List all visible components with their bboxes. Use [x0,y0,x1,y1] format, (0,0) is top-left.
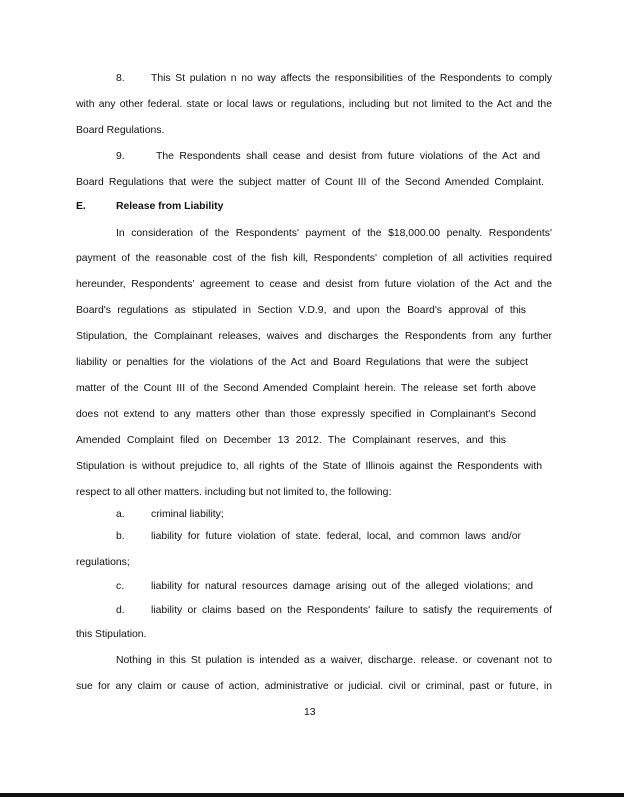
list-item-line: this Stipulation. [76,629,147,640]
paragraph-number: 8. [116,73,125,84]
list-letter: d. [116,605,125,616]
paragraph-line: Nothing in this St pulation is intended as a waiver, discharge. release. or covenant not to [116,655,552,666]
paragraph-line: The Respondents shall cease and desist from future violations of the Act and [156,151,540,162]
paragraph-line: In consideration of the Respondents' payment of the $18,000.00 penalty. Respondents' [116,228,552,239]
scan-edge-line [0,793,624,797]
paragraph-line: Board Regulations. [76,125,165,136]
list-item-line: liability for natural resources damage arising out of the alleged violations; and [151,581,533,592]
paragraph-line: matter of the Count III of the Second Amended Complaint herein. The release set forth above [76,383,536,394]
paragraph-line: payment of the reasonable cost of the fish kill, Respondents' completion of all activities required [76,253,552,264]
paragraph-line: Board Regulations that were the subject matter of Count III of the Second Amended Complaint. [76,177,544,188]
list-item-line: liability or claims based on the Respondents' failure to satisfy the requirements of [151,605,552,616]
paragraph-line: Stipulation is without prejudice to, all rights of the State of Illinois against the Respondents with [76,461,542,472]
page-number: 13 [304,707,316,718]
paragraph-number: 9. [116,151,125,162]
paragraph-line: does not extend to any matters other than those expressly specified in Complainant's Second [76,409,536,420]
list-item-line: criminal liability; [151,509,224,520]
paragraph-line: respect to all other matters. including but not limited to, the following: [76,487,392,498]
section-letter: E. [76,201,86,212]
paragraph-line: Stipulation, the Complainant releases, waives and discharges the Respondents from any further [76,331,552,342]
paragraph-line: Amended Complaint filed on December 13 2012. The Complainant reserves, and this [76,435,506,446]
list-letter: a. [116,509,125,520]
paragraph-line: This St pulation n no way affects the responsibilities of the Respondents to comply [151,73,552,84]
section-heading: Release from Liability [116,201,224,212]
paragraph-line: sue for any claim or cause of action, administrative or judicial. civil or criminal, past or future, in [76,681,552,692]
list-item-line: liability for future violation of state. federal, local, and common laws and/or [151,531,521,542]
paragraph-line: hereunder, Respondents' agreement to cease and desist from future violation of the Act and the [76,279,552,290]
list-letter: b. [116,531,125,542]
list-item-line: regulations; [76,557,130,568]
paragraph-line: liability or penalties for the violations of the Act and Board Regulations that were the subject [76,357,528,368]
paragraph-line: Board's regulations as stipulated in Section V.D.9, and upon the Board's approval of this [76,305,526,316]
paragraph-line: with any other federal. state or local laws or regulations, including but not limited to the Act and the [76,99,552,110]
list-letter: c. [116,581,125,592]
